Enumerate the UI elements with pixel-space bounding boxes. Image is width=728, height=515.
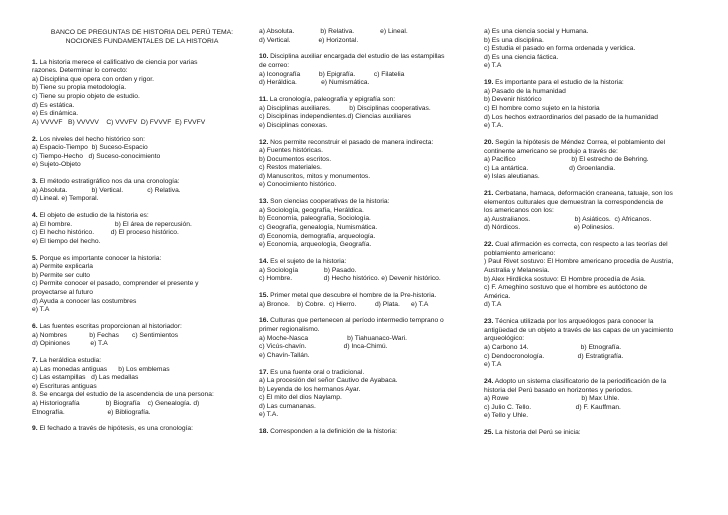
question-number: 21. bbox=[484, 190, 494, 198]
question-text: América. bbox=[484, 292, 511, 300]
question-line bbox=[259, 122, 479, 131]
question-text: d) Economía, demografía, arqueología. bbox=[259, 232, 376, 240]
question-text: e) Economía, arqueología, Geografía. bbox=[259, 241, 372, 249]
question-text: d) Manuscritos, mitos y monumentos. bbox=[259, 172, 371, 180]
question-line bbox=[32, 323, 252, 332]
question-line bbox=[484, 28, 704, 37]
question-text: a) Moche-Nasca b) Tiahuanaco-Wari. bbox=[259, 334, 408, 342]
question-text: historia del Perú basado en horizontes y periodos. bbox=[484, 386, 633, 394]
question-line bbox=[484, 344, 704, 353]
question-line bbox=[259, 403, 479, 412]
question-text: b) Documentos escritos. bbox=[259, 155, 332, 163]
question-line bbox=[484, 327, 704, 336]
question-text: Es una fuente oral o tradicional. bbox=[270, 368, 365, 376]
question-line bbox=[484, 293, 704, 302]
question-line bbox=[32, 357, 252, 366]
question-line bbox=[484, 387, 704, 396]
question-block bbox=[259, 428, 479, 437]
question-line bbox=[484, 165, 704, 174]
question-line bbox=[32, 374, 252, 383]
question-number: 9. bbox=[32, 425, 38, 433]
question-text: b) Devenir histórico bbox=[484, 96, 542, 104]
question-line bbox=[32, 110, 252, 119]
question-text: El fechado a través de hipótesis, es una cronología: bbox=[39, 425, 193, 433]
question-line bbox=[32, 255, 252, 264]
question-text: razones. Determinar lo correcto: bbox=[32, 67, 128, 75]
question-text: a) Es una ciencia social y Humana. bbox=[484, 28, 589, 35]
question-line bbox=[484, 353, 704, 362]
question-line bbox=[484, 114, 704, 123]
question-line bbox=[484, 190, 704, 199]
question-line bbox=[32, 332, 252, 341]
question-text: a) Disciplina que opera con orden y rigor. bbox=[32, 75, 154, 83]
title-line-2: NOCIONES FUNDAMENTALES DE LA HISTORIA bbox=[65, 37, 219, 45]
question-text: poblamiento americano: bbox=[484, 249, 556, 257]
question-list bbox=[484, 28, 704, 438]
question-text: c) F. Ameghino sostuvo que el hombre es autóctono de bbox=[484, 284, 648, 292]
question-text: c) El hombre como sujeto en la historia bbox=[484, 104, 600, 112]
question-block bbox=[32, 357, 252, 417]
question-line bbox=[484, 224, 704, 233]
question-line bbox=[32, 67, 252, 76]
question-line bbox=[259, 233, 479, 242]
question-line bbox=[32, 340, 252, 349]
question-line bbox=[32, 119, 252, 128]
question-line bbox=[484, 96, 704, 105]
question-line bbox=[259, 181, 479, 190]
question-text: a) Fuentes históricas. bbox=[259, 147, 323, 155]
question-text: c) Tiene su propio objeto de estudio. bbox=[32, 92, 140, 100]
question-text: Corresponden a la definición de la historia: bbox=[270, 428, 397, 436]
question-block bbox=[32, 323, 252, 349]
question-line bbox=[484, 216, 704, 225]
question-number: 5. bbox=[32, 254, 38, 262]
question-line bbox=[259, 147, 479, 156]
question-text: c) Restos materiales. bbox=[259, 164, 322, 172]
question-line bbox=[32, 221, 252, 230]
question-line bbox=[32, 391, 252, 400]
question-text: c) Tiempo-Hecho d) Suceso-conocimiento bbox=[32, 152, 161, 160]
question-text: c) Dendocronología. d) Estratigrafía. bbox=[484, 352, 624, 360]
question-text: Primer metal que descubre el hombre de la Pre-historia. bbox=[270, 291, 437, 299]
question-line bbox=[259, 173, 479, 182]
question-text: e) T.A bbox=[32, 306, 50, 314]
question-line bbox=[32, 425, 252, 434]
question-line bbox=[484, 122, 704, 131]
question-block bbox=[259, 258, 479, 284]
question-line bbox=[484, 284, 704, 293]
question-text: Los niveles del hecho histórico son: bbox=[39, 135, 146, 143]
question-text: El objeto de estudio de la historia es: bbox=[39, 212, 149, 220]
question-line bbox=[32, 136, 252, 145]
question-line bbox=[484, 105, 704, 114]
question-text: a) Espacio-Tiempo b) Suceso-Espacio bbox=[32, 144, 148, 152]
question-line bbox=[484, 395, 704, 404]
question-line bbox=[259, 428, 479, 437]
question-line bbox=[259, 317, 479, 326]
question-line bbox=[259, 377, 479, 386]
question-line bbox=[484, 207, 704, 216]
question-text: d) Heráldica. e) Numismática. bbox=[259, 79, 370, 87]
question-line bbox=[484, 429, 704, 438]
question-line bbox=[32, 84, 252, 93]
question-text: c) La antártica. d) Groenlandia. bbox=[484, 164, 616, 172]
question-text: Culturas que pertenecen al período intermedio temprano o bbox=[270, 317, 444, 325]
question-block bbox=[484, 241, 704, 310]
question-text: Es importante para el estudio de la historia: bbox=[495, 79, 624, 87]
question-text: c) El hecho histórico. d) El proceso histórico. bbox=[32, 229, 179, 237]
question-line bbox=[259, 37, 479, 46]
question-text: e) Islas aleutianas. bbox=[484, 173, 540, 181]
question-text: proyectarse al futuro bbox=[32, 289, 93, 296]
question-line bbox=[484, 378, 704, 387]
question-line bbox=[259, 301, 479, 310]
question-text: e) T.A. bbox=[259, 411, 279, 419]
question-block bbox=[484, 429, 704, 438]
question-text: e) Es dinámica. bbox=[32, 110, 79, 118]
question-line bbox=[32, 280, 252, 289]
question-number: 3. bbox=[32, 178, 38, 186]
question-text: e) Escrituras antiguas bbox=[32, 382, 97, 390]
question-text: La heráldica estudia: bbox=[39, 356, 102, 364]
question-text: Australia y Melanesia. bbox=[484, 267, 550, 274]
question-block bbox=[32, 212, 252, 246]
question-line bbox=[259, 164, 479, 173]
question-line bbox=[259, 292, 479, 301]
question-line bbox=[32, 59, 252, 68]
question-block bbox=[32, 136, 252, 170]
question-text: b) Leyenda de los hermanos Ayar. bbox=[259, 385, 361, 393]
question-text: Según la hipótesis de Méndez Correa, el poblamiento del bbox=[495, 138, 666, 146]
question-line bbox=[484, 276, 704, 285]
question-text: Es el sujeto de la historia: bbox=[270, 258, 347, 265]
question-text: e) Tello y Uhle. bbox=[484, 412, 529, 420]
title-line-1: BANCO DE PREGUNTAS DE HISTORIA DEL PERÚ TEMA: bbox=[50, 29, 234, 36]
question-text: Disciplina auxiliar encargada del estudio de las estampillas bbox=[270, 53, 445, 61]
question-line bbox=[259, 224, 479, 233]
question-text: Son ciencias cooperativas de la historia: bbox=[270, 198, 390, 206]
question-line bbox=[259, 258, 479, 267]
question-text: Cerbatana, hamaca, deformación craneana, tatuaje, son los bbox=[495, 190, 673, 198]
question-number: 12. bbox=[259, 138, 269, 146]
question-text: c) Las estampillas d) Las medallas bbox=[32, 374, 139, 382]
question-line bbox=[259, 139, 479, 148]
column-1 bbox=[32, 28, 252, 442]
question-text: a) Disciplinas auxiliares. b) Disciplinas cooperativas. bbox=[259, 104, 431, 112]
question-text: Etnografía. e) Bibliografía. bbox=[32, 408, 151, 416]
question-line bbox=[32, 400, 252, 409]
question-text: primer regionalismo. bbox=[259, 325, 320, 333]
question-text: a) Bronce. b) Cobre. c) Hierro. d) Plata. e) T.A bbox=[259, 300, 429, 308]
question-text: Las fuentes escritas proporcionan al historiador: bbox=[39, 322, 182, 330]
question-text: e) T.A. bbox=[484, 122, 504, 130]
question-number: 19. bbox=[484, 79, 494, 87]
question-line bbox=[259, 198, 479, 207]
question-line bbox=[484, 267, 704, 276]
question-line bbox=[32, 93, 252, 102]
question-text: a) Australianos. b) Asiáticos. c) Africanos. bbox=[484, 215, 652, 223]
question-number: 15. bbox=[259, 291, 269, 299]
question-text: 8. Se encarga del estudio de la ascendencia de una persona: bbox=[32, 391, 214, 399]
question-line bbox=[259, 105, 479, 114]
question-text: b) Es una disciplina. bbox=[484, 36, 544, 44]
question-text: A) VVVVF B) VVVVV C) VVVFV D) FVVVF E) FVVFV bbox=[32, 118, 206, 126]
question-text: c) Hombre. d) Hecho histórico. e) Devenir histórico. bbox=[259, 275, 441, 283]
question-line bbox=[484, 301, 704, 310]
question-block bbox=[259, 198, 479, 250]
question-line bbox=[259, 326, 479, 335]
question-line bbox=[484, 258, 704, 267]
question-line bbox=[484, 156, 704, 165]
question-text: los americanos con los: bbox=[484, 207, 554, 215]
question-text: elementos culturales que demuestran la correspondencia de bbox=[484, 198, 664, 206]
question-line bbox=[259, 156, 479, 165]
question-line bbox=[32, 161, 252, 170]
question-block bbox=[484, 79, 704, 131]
question-line bbox=[484, 199, 704, 208]
question-text: b) Alex Hirdlicka sostuvo: El Hombre procedía de Asia. bbox=[484, 275, 646, 283]
question-line bbox=[484, 335, 704, 344]
question-text: c) Julio C. Tello. d) F. Kauffman. bbox=[484, 403, 621, 411]
question-line bbox=[259, 113, 479, 122]
question-text: d) Nórdicos. e) Polinesios. bbox=[484, 224, 615, 232]
question-line bbox=[484, 45, 704, 54]
question-line bbox=[259, 207, 479, 216]
question-block bbox=[32, 59, 252, 128]
question-line bbox=[259, 53, 479, 62]
question-text: a) Absoluta. b) Relativa. e) Lineal. bbox=[259, 28, 408, 35]
question-line bbox=[484, 361, 704, 370]
question-text: a) Sociología b) Pasado. bbox=[259, 266, 357, 274]
question-line bbox=[32, 102, 252, 111]
question-text: d) Lineal. e) Temporal. bbox=[32, 195, 99, 203]
question-line bbox=[259, 71, 479, 80]
question-block bbox=[484, 28, 704, 71]
question-block bbox=[259, 139, 479, 191]
question-number: 25. bbox=[484, 429, 494, 437]
question-text: a) Historiografía b) Biografía c) Genealogía. d) bbox=[32, 399, 200, 407]
question-line bbox=[32, 263, 252, 272]
question-number: 4. bbox=[32, 212, 38, 220]
question-block bbox=[259, 53, 479, 87]
page-title bbox=[32, 29, 252, 47]
question-line bbox=[32, 298, 252, 307]
question-text: d) Las cumananas. bbox=[259, 402, 316, 410]
question-line bbox=[259, 394, 479, 403]
question-text: La historia merece el calificativo de ciencia por varias bbox=[39, 58, 198, 66]
question-block bbox=[259, 317, 479, 360]
question-text: e) El tiempo del hecho. bbox=[32, 237, 101, 245]
question-line bbox=[32, 272, 252, 281]
question-number: 17. bbox=[259, 368, 269, 376]
question-text: Técnica utilizada por los arqueólogos para conocer la bbox=[495, 318, 654, 326]
question-line bbox=[484, 250, 704, 259]
question-text: b) Economía, paleografía, Sociología. bbox=[259, 215, 371, 223]
question-line bbox=[32, 238, 252, 247]
question-line bbox=[32, 306, 252, 315]
question-text: c) Geografía, genealogía, Numismática. bbox=[259, 224, 378, 232]
question-text: d) Opiniones e) T.A bbox=[32, 340, 108, 348]
question-line bbox=[259, 352, 479, 361]
question-text: e) Sujeto-Objeto bbox=[32, 161, 81, 169]
question-text: d) Es una ciencia fáctica. bbox=[484, 53, 559, 61]
question-text: Cual afirmación es correcta, con respecto a las teorías del bbox=[495, 241, 668, 249]
question-line bbox=[484, 79, 704, 88]
question-text: c) Permite conocer el pasado, comprender el presente y bbox=[32, 280, 199, 288]
question-text: c) Vicús-chavín. d) Inca-Chimú. bbox=[259, 343, 388, 351]
question-number: 22. bbox=[484, 241, 494, 249]
question-text: a) Carbono 14. b) Etnografía. bbox=[484, 343, 622, 351]
question-text: e) Chavín-Tallán. bbox=[259, 351, 310, 359]
question-number: 24. bbox=[484, 377, 494, 385]
question-text: e) T.A bbox=[484, 62, 502, 70]
question-text: d) T.A bbox=[484, 301, 502, 309]
question-text: arqueológico: bbox=[484, 335, 525, 343]
question-text: Adopto un sistema clasificatorio de la periodificación de la bbox=[494, 377, 667, 385]
question-line bbox=[259, 343, 479, 352]
question-line bbox=[32, 289, 252, 298]
question-text: a) Iconografía b) Epigrafía. c) Filatelia bbox=[259, 70, 405, 78]
column-3 bbox=[484, 28, 704, 446]
question-text: b) Permite ser culto bbox=[32, 271, 90, 279]
question-block bbox=[32, 178, 252, 204]
question-block bbox=[259, 28, 479, 45]
question-line bbox=[259, 386, 479, 395]
question-text: a) Rowe b) Max Uhle. bbox=[484, 395, 620, 403]
question-text: c) Disciplinas independientes.d) Ciencias auxiliares bbox=[259, 113, 412, 121]
question-number: 18. bbox=[259, 428, 269, 436]
question-line bbox=[259, 335, 479, 344]
question-line bbox=[32, 409, 252, 418]
question-text: d) Es estática. bbox=[32, 101, 75, 109]
question-number: 16. bbox=[259, 317, 269, 325]
question-line bbox=[32, 212, 252, 221]
question-line bbox=[484, 241, 704, 250]
question-block bbox=[484, 378, 704, 421]
question-text: de correo: bbox=[259, 61, 290, 69]
question-text: La historia del Perú se inicia: bbox=[495, 429, 581, 437]
question-text: a) Absoluta. b) Vertical. c) Relativa. bbox=[32, 186, 181, 194]
question-line bbox=[259, 79, 479, 88]
question-text: Porque es importante conocer la historia: bbox=[39, 254, 162, 262]
question-text: a) La procesión del señor Cautivo de Ayabaca. bbox=[259, 377, 398, 385]
question-text: a) Las monedas antiguas b) Los emblemas bbox=[32, 365, 170, 373]
question-line bbox=[259, 215, 479, 224]
question-line bbox=[259, 267, 479, 276]
question-number: 2. bbox=[32, 135, 38, 143]
question-block bbox=[259, 369, 479, 421]
question-text: e) T.A bbox=[484, 361, 502, 369]
question-block bbox=[484, 318, 704, 370]
question-line bbox=[484, 62, 704, 71]
question-text: Nos permite reconstruir el pasado de manera indirecta: bbox=[270, 138, 434, 146]
question-line bbox=[484, 404, 704, 413]
question-text: c) Estudia el pasado en forma ordenada y verídica. bbox=[484, 45, 636, 53]
question-number: 23. bbox=[484, 318, 494, 326]
question-line bbox=[259, 369, 479, 378]
question-text: b) Tiene su propia metodología. bbox=[32, 84, 127, 92]
question-line bbox=[484, 37, 704, 46]
question-text: d) Los hechos extraordinarios del pasado de la humanidad bbox=[484, 113, 658, 121]
question-line bbox=[32, 187, 252, 196]
question-line bbox=[32, 383, 252, 392]
question-number: 6. bbox=[32, 322, 38, 330]
question-text: a) Permite explicarla bbox=[32, 263, 93, 271]
question-block bbox=[32, 255, 252, 315]
question-text: e) Disciplinas conexas. bbox=[259, 121, 328, 129]
question-block bbox=[259, 292, 479, 309]
question-text: c) El mito del dios Naylamp. bbox=[259, 394, 342, 402]
question-line bbox=[484, 173, 704, 182]
question-line bbox=[259, 62, 479, 71]
column-2 bbox=[259, 28, 479, 445]
question-list bbox=[32, 59, 252, 434]
question-line bbox=[32, 144, 252, 153]
question-text: continente americano se produjo a través de: bbox=[484, 147, 618, 155]
question-line bbox=[484, 318, 704, 327]
question-block bbox=[32, 425, 252, 434]
question-text: a) Sociología, geografía, Heráldica. bbox=[259, 206, 364, 214]
question-block bbox=[259, 96, 479, 130]
question-block bbox=[484, 190, 704, 233]
question-number: 20. bbox=[484, 138, 494, 146]
question-line bbox=[32, 366, 252, 375]
question-line bbox=[259, 241, 479, 250]
question-text: d) Vertical. e) Horizontal. bbox=[259, 36, 359, 44]
question-line bbox=[32, 229, 252, 238]
question-text: ) Paul Rivet sostuvo: El Hombre americano procedía de Austria, bbox=[484, 258, 674, 266]
question-text: antigüedad de un objeto a través de las capas de un yacimiento bbox=[484, 326, 674, 334]
question-text: e) Conocimiento histórico. bbox=[259, 181, 337, 189]
question-text: La cronología, paleografía y epigrafía son: bbox=[269, 95, 396, 103]
question-list bbox=[259, 28, 479, 437]
question-line bbox=[32, 178, 252, 187]
question-line bbox=[484, 54, 704, 63]
question-text: a) El hombre. b) El área de repercusión. bbox=[32, 220, 192, 228]
question-line bbox=[484, 148, 704, 157]
question-number: 13. bbox=[259, 198, 269, 206]
question-line bbox=[259, 28, 479, 37]
question-number: 7. bbox=[32, 356, 38, 364]
question-line bbox=[32, 76, 252, 85]
question-number: 1. bbox=[32, 58, 38, 66]
question-text: a) Pasado de la humanidad bbox=[484, 87, 566, 95]
question-line bbox=[484, 88, 704, 97]
question-block bbox=[484, 139, 704, 182]
question-line bbox=[484, 139, 704, 148]
question-number: 14. bbox=[259, 258, 269, 265]
question-number: 11. bbox=[259, 95, 268, 103]
question-line bbox=[32, 153, 252, 162]
question-line bbox=[259, 275, 479, 284]
question-text: a) Nombres b) Fechas c) Sentimientos bbox=[32, 331, 179, 339]
question-line bbox=[32, 195, 252, 204]
question-line bbox=[259, 411, 479, 420]
question-text: d) Ayuda a conocer las costumbres bbox=[32, 297, 137, 305]
question-line bbox=[484, 412, 704, 421]
question-line bbox=[259, 96, 479, 105]
question-text: a) Pacífico b) El estrecho de Behring. bbox=[484, 156, 649, 164]
question-number: 10. bbox=[259, 53, 269, 61]
question-text: El método estratigráfico nos da una cronología: bbox=[39, 178, 180, 186]
